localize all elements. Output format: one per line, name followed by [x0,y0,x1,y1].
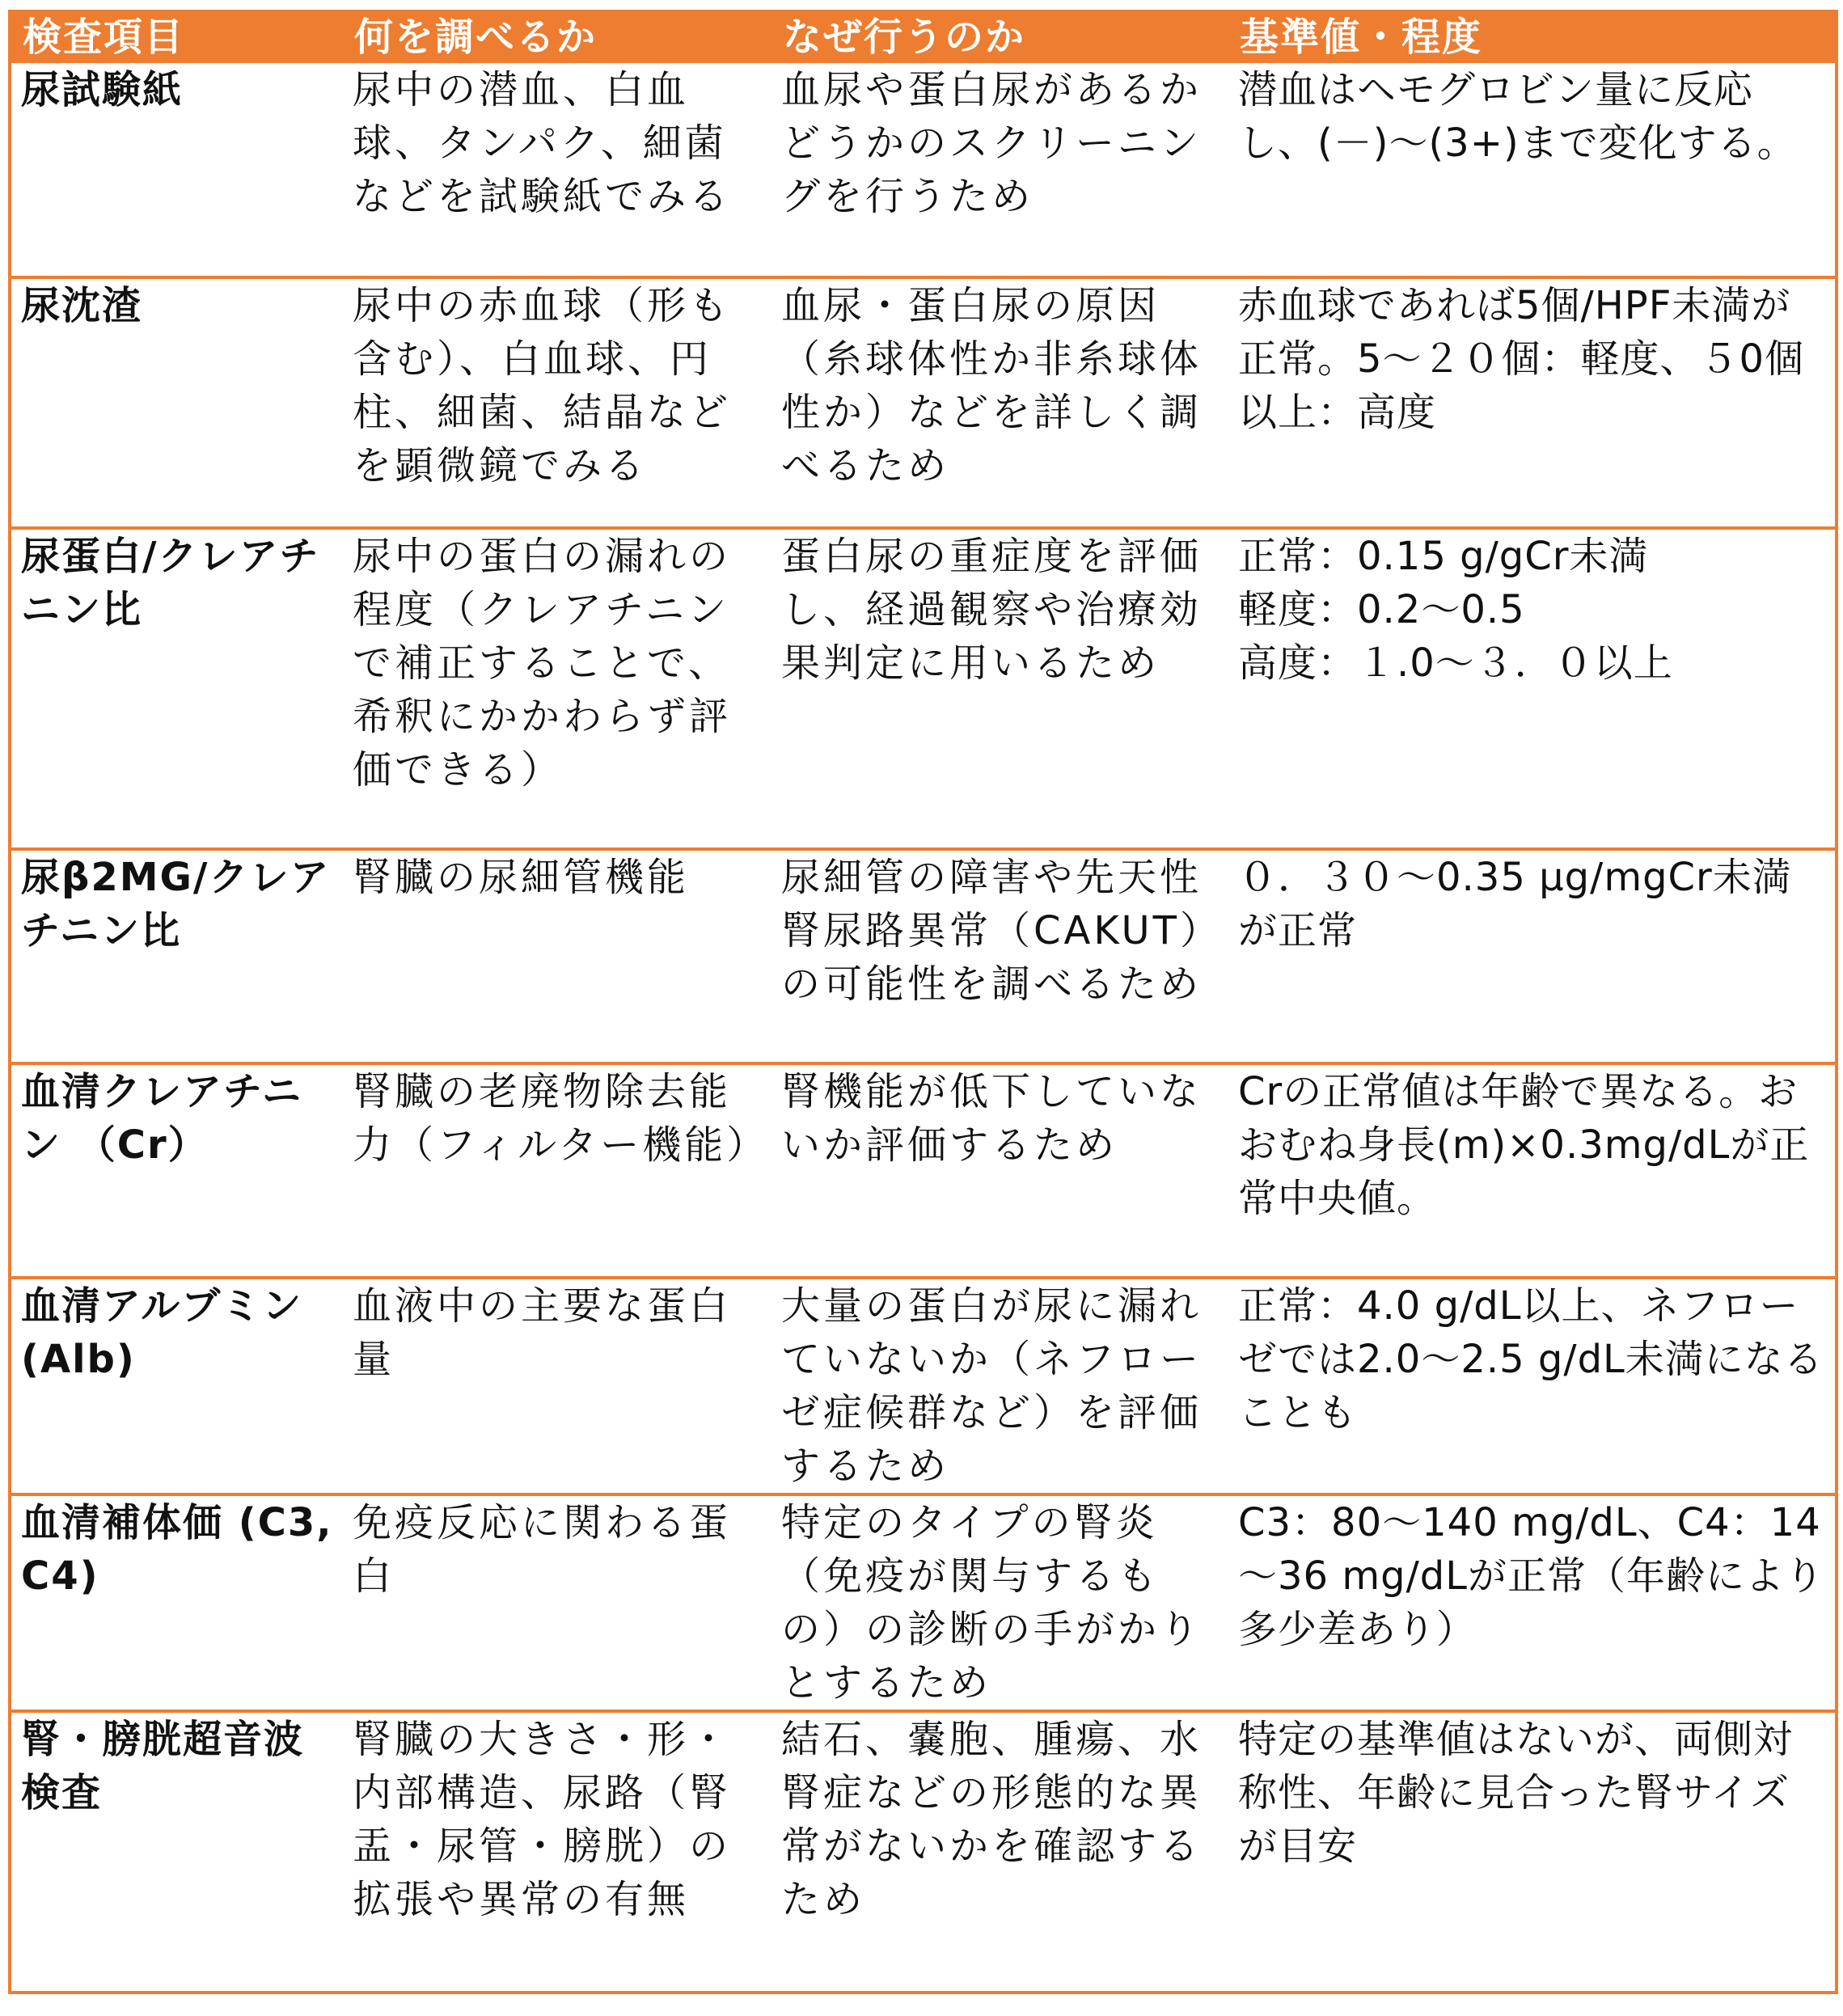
why-cell: 大量の蛋白が尿に漏れていないか（ネフローゼ症候群など）を評価するため [771,1278,1228,1494]
reference-cell: C3：80～140 mg/dL、C4：14～36 mg/dLが正常（年齢により多少差あり） [1228,1494,1837,1711]
exam-item-cell: 血清クレアチニン （Cr） [10,1063,343,1278]
what-cell: 尿中の潜血、白血球、タンパク、細菌などを試験紙でみる [343,63,771,277]
exam-item-cell: 血清補体価 (C3, C4) [10,1494,343,1711]
header-why-performed: なぜ行うのか [783,15,1026,60]
header-what-examined: 何を調べるか [354,15,598,60]
table-row [10,277,1837,528]
reference-line-severe: 高度：１.0～３．０以上 [1238,640,1673,686]
table-row [10,1711,1837,1993]
table-row [10,528,1837,849]
exam-table-container [8,10,1835,1994]
reference-cell [1228,528,1837,849]
why-cell: 結石、嚢胞、腫瘍、水腎症などの形態的な異常がないかを確認するため [771,1711,1228,1993]
table-row [10,1278,1837,1494]
reference-line-mild: 軽度：0.2～0.5 [1238,587,1525,632]
what-cell: 腎臓の老廃物除去能力（フィルター機能） [343,1063,771,1278]
why-cell: 腎機能が低下していないか評価するため [771,1063,1228,1278]
exam-item-cell: 腎・膀胱超音波検査 [10,1711,343,1993]
header-reference-value: 基準値・程度 [1228,10,1837,63]
reference-cell: Crの正常値は年齢で異なる。おおむね身長(m)×0.3mg/dLが正常中央値。 [1228,1063,1837,1278]
table-header [10,10,1837,63]
why-cell: 血尿や蛋白尿があるかどうかのスクリーニングを行うため [771,63,1228,277]
table-body [10,63,1837,1993]
header-exam-item: 検査項目 [10,10,343,63]
exam-item-cell: 血清アルブミン (Alb) [10,1278,343,1494]
what-cell: 血液中の主要な蛋白量 [343,1278,771,1494]
why-cell: 特定のタイプの腎炎（免疫が関与するもの）の診断の手がかりとするため [771,1494,1228,1711]
why-cell: 蛋白尿の重症度を評価し、経過観察や治療効果判定に用いるため [771,528,1228,849]
table-row [10,1063,1837,1278]
what-cell: 腎臓の大きさ・形・内部構造、尿路（腎盂・尿管・膀胱）の拡張や異常の有無 [343,1711,771,1993]
what-cell: 尿中の蛋白の漏れの程度（クレアチニンで補正することで、希釈にかかわらず評価できる） [343,528,771,849]
header-row [10,10,1837,63]
why-cell: 血尿・蛋白尿の原因（糸球体性か非糸球体性か）などを詳しく調べるため [771,277,1228,528]
reference-cell: 赤血球であれば5個/HPF未満が正常。5～２０個：軽度、５0個以上：高度 [1228,277,1837,528]
exam-table [8,10,1838,1994]
reference-cell: ０．３０～0.35 μg/mgCr未満が正常 [1228,849,1837,1063]
why-cell: 尿細管の障害や先天性腎尿路異常（CAKUT）の可能性を調べるため [771,849,1228,1063]
reference-cell: 潜血はヘモグロビン量に反応し、(－)～(3+)まで変化する。 [1228,63,1837,277]
reference-cell: 特定の基準値はないが、両側対称性、年齢に見合った腎サイズが目安 [1228,1711,1837,1993]
exam-item-cell: 尿β2MG/クレアチニン比 [10,849,343,1063]
table-row [10,63,1837,277]
what-cell: 尿中の赤血球（形も含む）、白血球、円柱、細菌、結晶などを顕微鏡でみる [343,277,771,528]
exam-item-cell: 尿蛋白/クレアチニン比 [10,528,343,849]
table-row [10,1494,1837,1711]
reference-line-normal: 正常：0.15 g/gCr未満 [1238,534,1649,579]
table-row [10,849,1837,1063]
what-cell: 腎臓の尿細管機能 [343,849,771,1063]
exam-item-cell: 尿沈渣 [10,277,343,528]
reference-cell: 正常：4.0 g/dL以上、ネフローゼでは2.0～2.5 g/dL未満になることも [1228,1278,1837,1494]
what-cell: 免疫反応に関わる蛋白 [343,1494,771,1711]
exam-item-cell: 尿試験紙 [10,63,343,277]
